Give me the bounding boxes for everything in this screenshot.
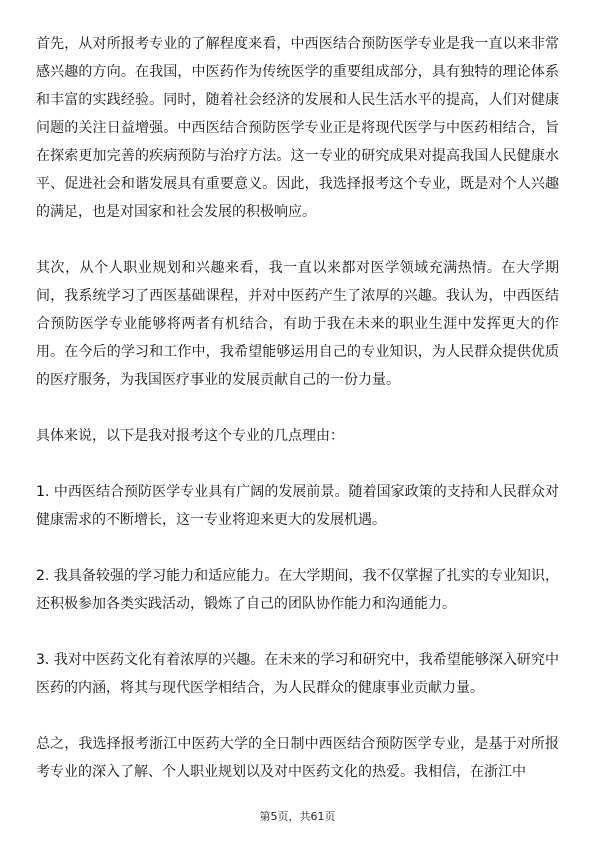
list-item-reason-1: 1. 中西医结合预防医学专业具有广阔的发展前景。随着国家政策的支持和人民群众对健康需求的不断增长，这一专业将迎来更大的发展机遇。	[36, 484, 559, 528]
paragraph-conclusion: 总之，我选择报考浙江中医药大学的全日制中西医结合预防医学专业，是基于对所报考专业的深入了解、个人职业规划以及对中医药文化的热爱。我相信，在浙江中	[36, 736, 559, 780]
paragraph-understanding: 首先，从对所报考专业的了解程度来看，中西医结合预防医学专业是我一直以来非常感兴趣的方向。在我国，中医药作为传统医学的重要组成部分，具有独特的理论体系和丰富的实践经验。同时，随着社会经济的发展和人民生活水平的提高，人们对健康问题的关注日益增强。中西医结合预防医学专业正是将现代医学与中医药相结合，旨在探索更加完善的疾病预防与治疗方法。这一专业的研究成果对提高我国人民健康水平、促进社会和谐发展具有重要意义。因此，我选择报考这个专业，既是对个人兴趣的满足，也是对国家和社会发展的积极响应。	[36, 36, 559, 220]
paragraph-career-planning: 其次，从个人职业规划和兴趣来看，我一直以来都对医学领域充满热情。在大学期间，我系统学习了西医基础课程，并对中医药产生了浓厚的兴趣。我认为，中西医结合预防医学专业能够将两者有机结合，有助于我在未来的职业生涯中发挥更大的作用。在今后的学习和工作中，我希望能够运用自己的专业知识，为人民群众提供优质的医疗服务，为我国医疗事业的发展贡献自己的一份力量。	[36, 260, 559, 388]
list-item-reason-2: 2. 我具备较强的学习能力和适应能力。在大学期间，我不仅掌握了扎实的专业知识，还积极参加各类实践活动，锻炼了自己的团队协作能力和沟通能力。	[36, 568, 559, 612]
page-number-footer: 第5页，共61页	[259, 810, 336, 823]
paragraph-reasons-intro: 具体来说，以下是我对报考这个专业的几点理由：	[36, 428, 344, 444]
document-body	[36, 30, 559, 786]
list-item-reason-3: 3. 我对中医药文化有着浓厚的兴趣。在未来的学习和研究中，我希望能够深入研究中医药的内涵，将其与现代医学相结合，为人民群众的健康事业贡献力量。	[36, 652, 559, 696]
